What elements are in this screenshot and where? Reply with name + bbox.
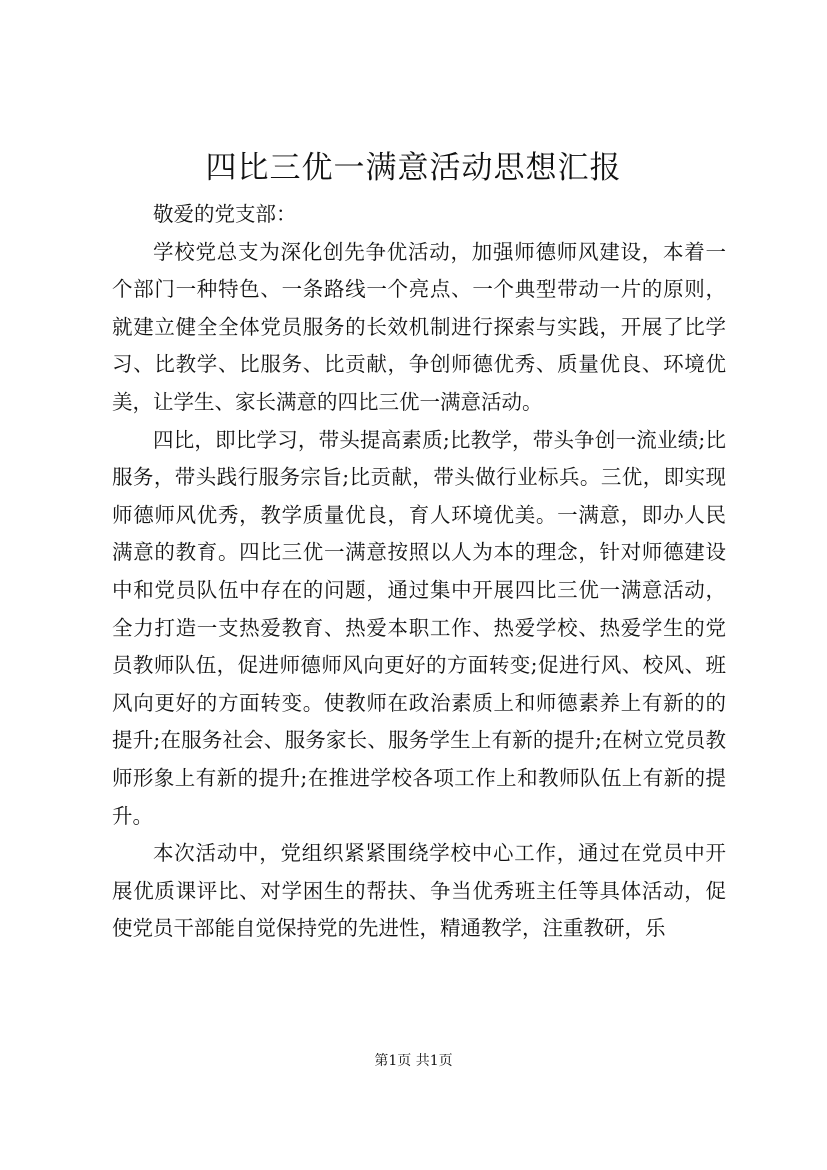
document-body <box>112 196 726 948</box>
page-footer <box>0 1052 827 1070</box>
paragraph-1: 学校党总支为深化创先争优活动，加强师德师风建设，本着一个部门一种特色、一条路线一个亮点、一个典型带动一片的原则，就建立健全全体党员服务的长效机制进行探索与实践，开展了比学习、比教学、比服务、比贡献，争创师德优秀、质量优良、环境优美，让学生、家长满意的四比三优一满意活动。 <box>112 239 726 414</box>
paragraph-3: 本次活动中，党组织紧紧围绕学校中心工作，通过在党员中开展优质课评比、对学困生的帮扶、争当优秀班主任等具体活动，促使党员干部能自觉保持党的先进性，精通教学，注重教研，乐 <box>112 841 726 941</box>
document-title: 四比三优一满意活动思想汇报 <box>205 150 622 186</box>
salutation: 敬爱的党支部： <box>153 202 297 226</box>
paragraph-2: 四比，即比学习，带头提高素质;比教学，带头争创一流业绩;比服务，带头践行服务宗旨;比贡献，带头做行业标兵。三优，即实现师德师风优秀，教学质量优良，育人环境优美。一满意，即办人民满意的教育。四比三优一满意按照以人为本的理念，针对师德建设中和党员队伍中存在的问题，通过集中开展四比三优一满意活动，全力打造一支热爱教育、热爱本职工作、热爱学校、热爱学生的党员教师队伍，促进师德师风向更好的方面转变;促进行风、校风、班风向更好的方面转变。使教师在政治素质上和师德素养上有新的的提升;在服务社会、服务家长、服务学生上有新的提升;在树立党员教师形象上有新的提升;在推进学校各项工作上和教师队伍上有新的提升。 <box>112 427 726 828</box>
page-number-label: 第1页 共1页 <box>374 1053 453 1069</box>
